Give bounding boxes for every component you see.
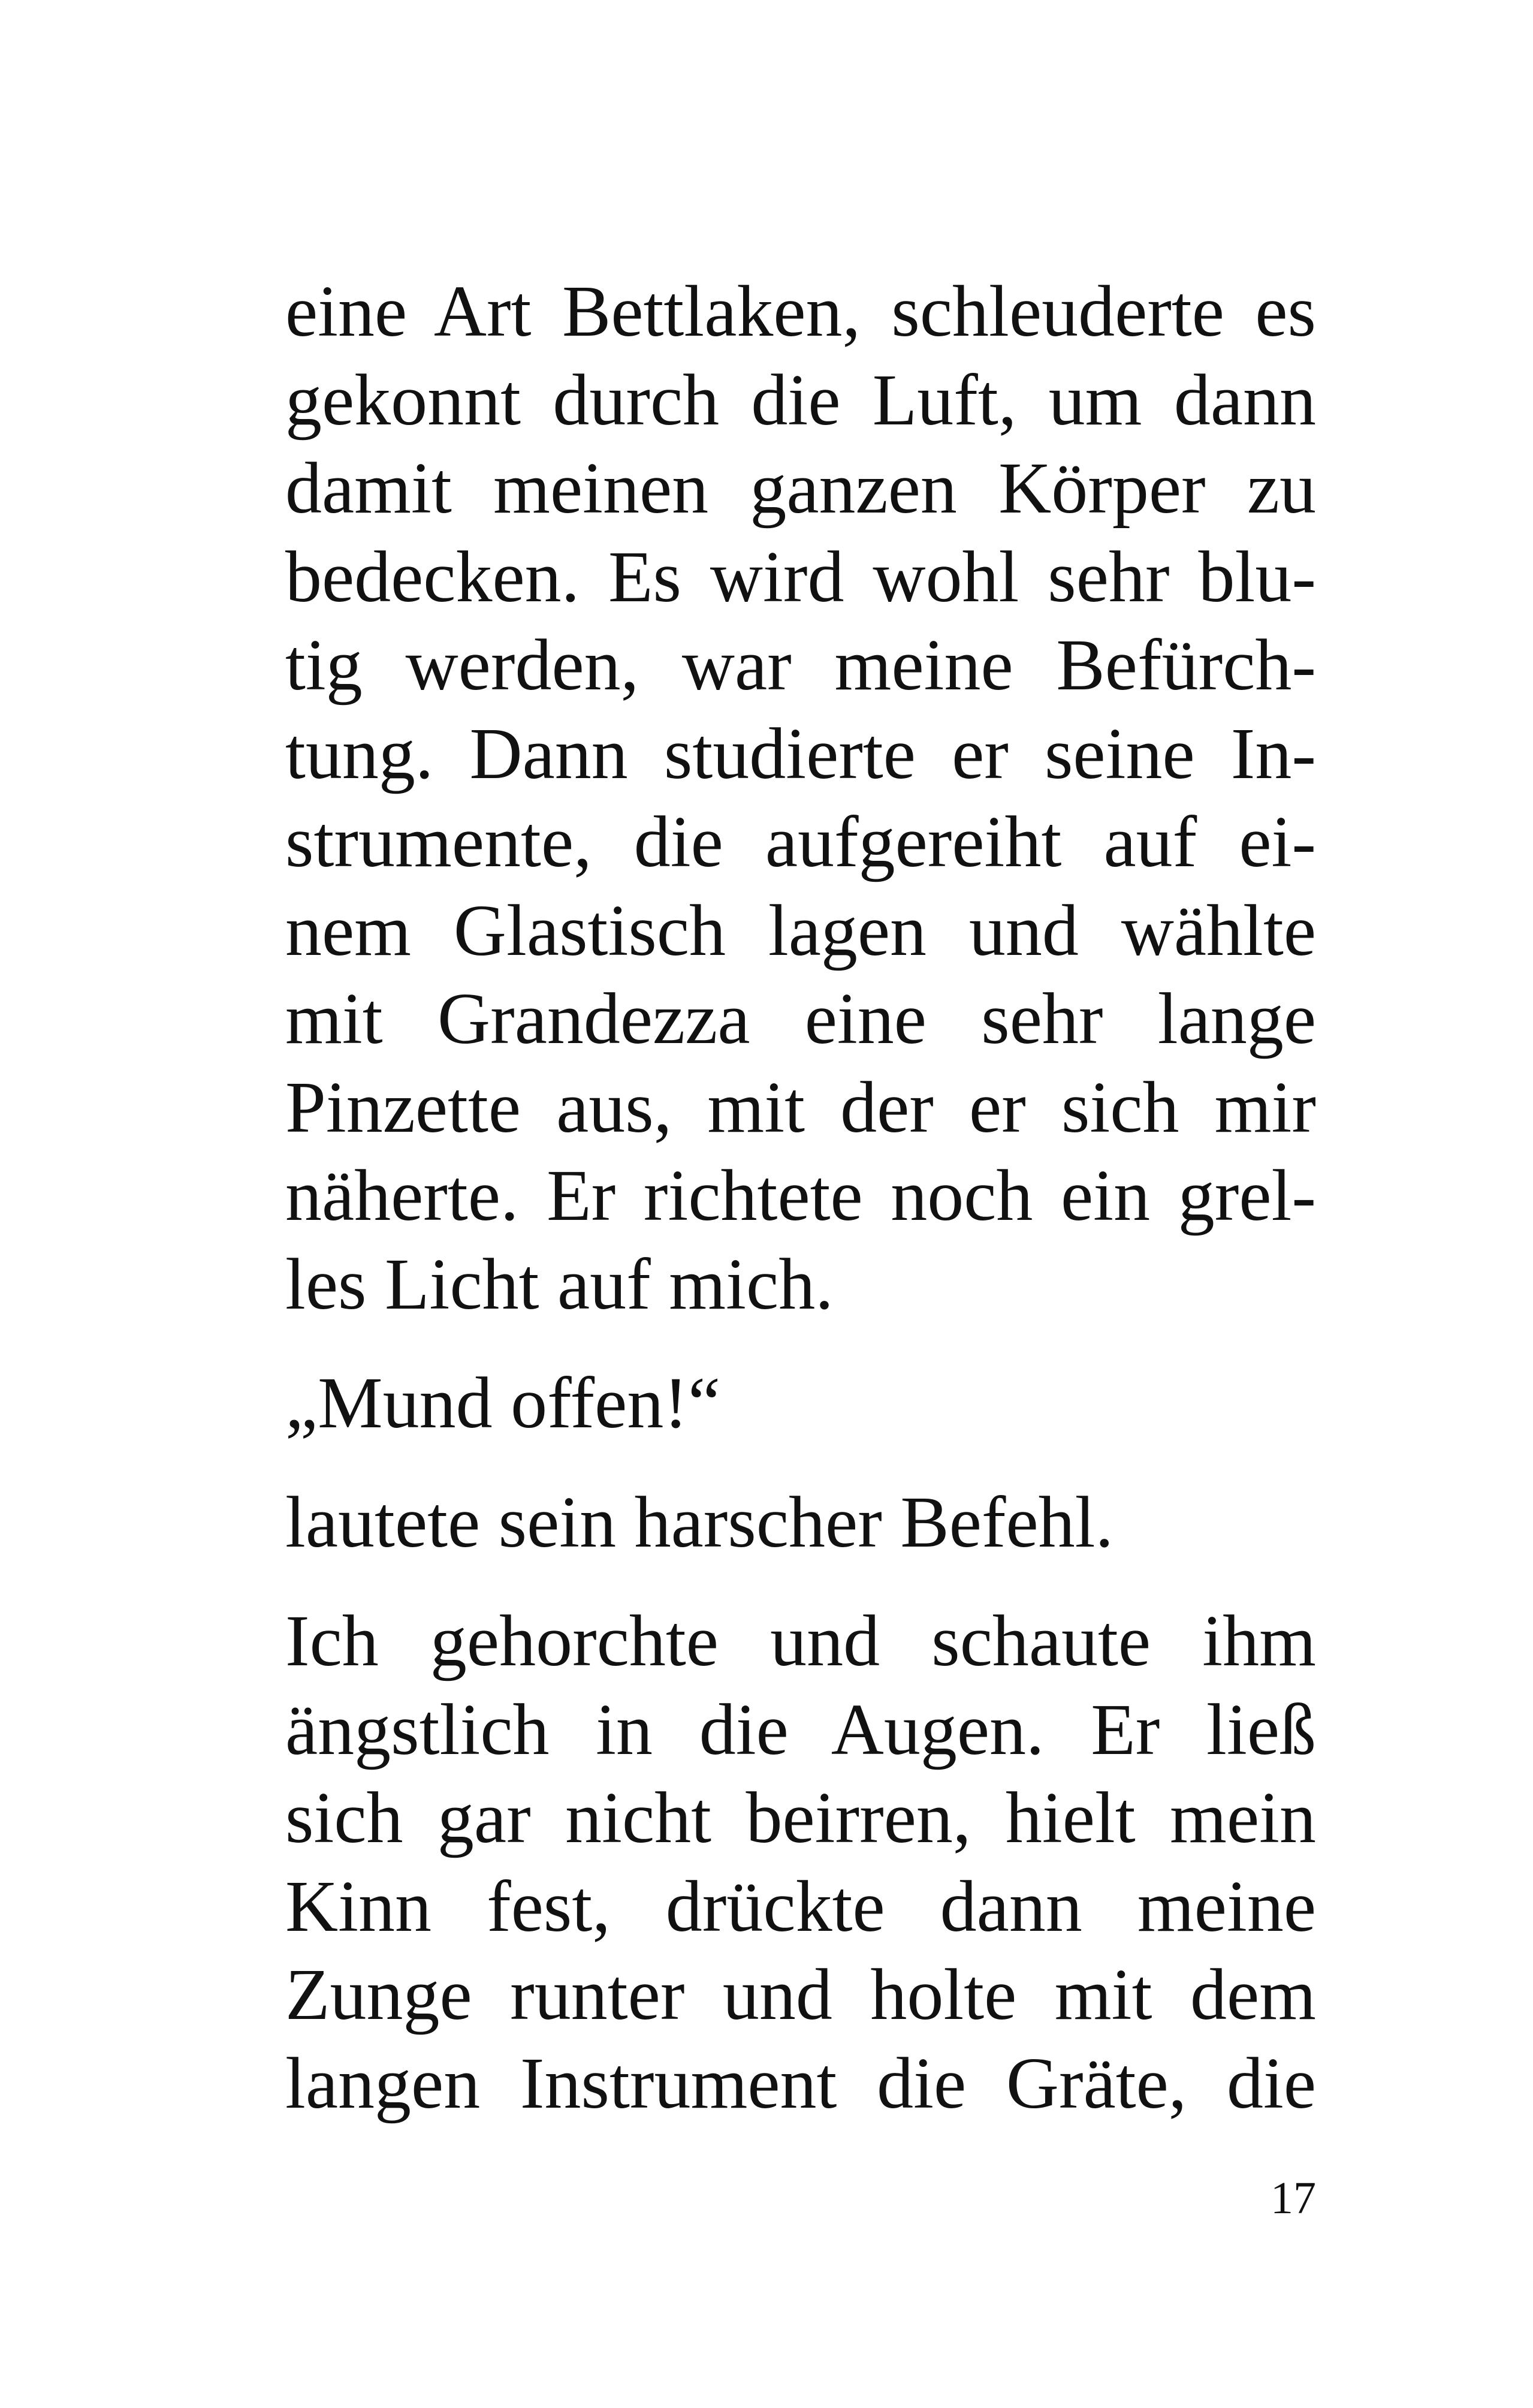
paragraph [285,267,1316,1328]
text-line: mit Grandezza eine sehr lange [285,978,1316,1059]
text-line: tung. Dann studierte er seine In- [285,713,1316,794]
text-line: sich gar nicht beirren, hielt mein [285,1777,1316,1858]
text-line: Pinzette aus, mit der er sich mir [285,1066,1316,1148]
paragraph-spacer [285,1328,1316,1359]
page-number: 17 [1271,2173,1316,2223]
text-line: lautete sein harscher Befehl. [285,1481,1114,1563]
paragraph [285,1359,1316,1448]
text-line: „Mund offen!“ [285,1363,721,1443]
text-line: näherte. Er richtete noch ein grel- [285,1155,1316,1236]
text-line: gekonnt durch die Luft, um dann [285,359,1316,441]
text-line: Ich gehorchte und schaute ihm [285,1601,1316,1681]
text-line: langen Instrument die Gräte, die [285,2042,1316,2124]
text-line: strumente, die aufgereiht auf ei- [285,801,1316,882]
paragraph [285,1478,1316,1567]
text-line: ängstlich in die Augen. Er ließ [285,1689,1316,1770]
text-line: Zunge runter und holte mit dem [285,1954,1316,2035]
text-line: bedecken. Es wird wohl sehr blu- [285,536,1316,617]
text-line: eine Art Bettlaken, schleuderte es [285,271,1316,352]
paragraph-spacer [285,1448,1316,1478]
text-line: tig werden, war meine Befürch- [285,625,1316,706]
text-line: damit meinen ganzen Körper zu [285,448,1316,529]
text-line: les Licht auf mich. [285,1243,834,1325]
paragraph [285,1597,1316,2127]
text-line: nem Glastisch lagen und wählte [285,890,1316,971]
paragraph-spacer [285,1566,1316,1597]
text-line: Kinn fest, drückte dann meine [285,1865,1316,1947]
body-text [285,267,1316,2127]
